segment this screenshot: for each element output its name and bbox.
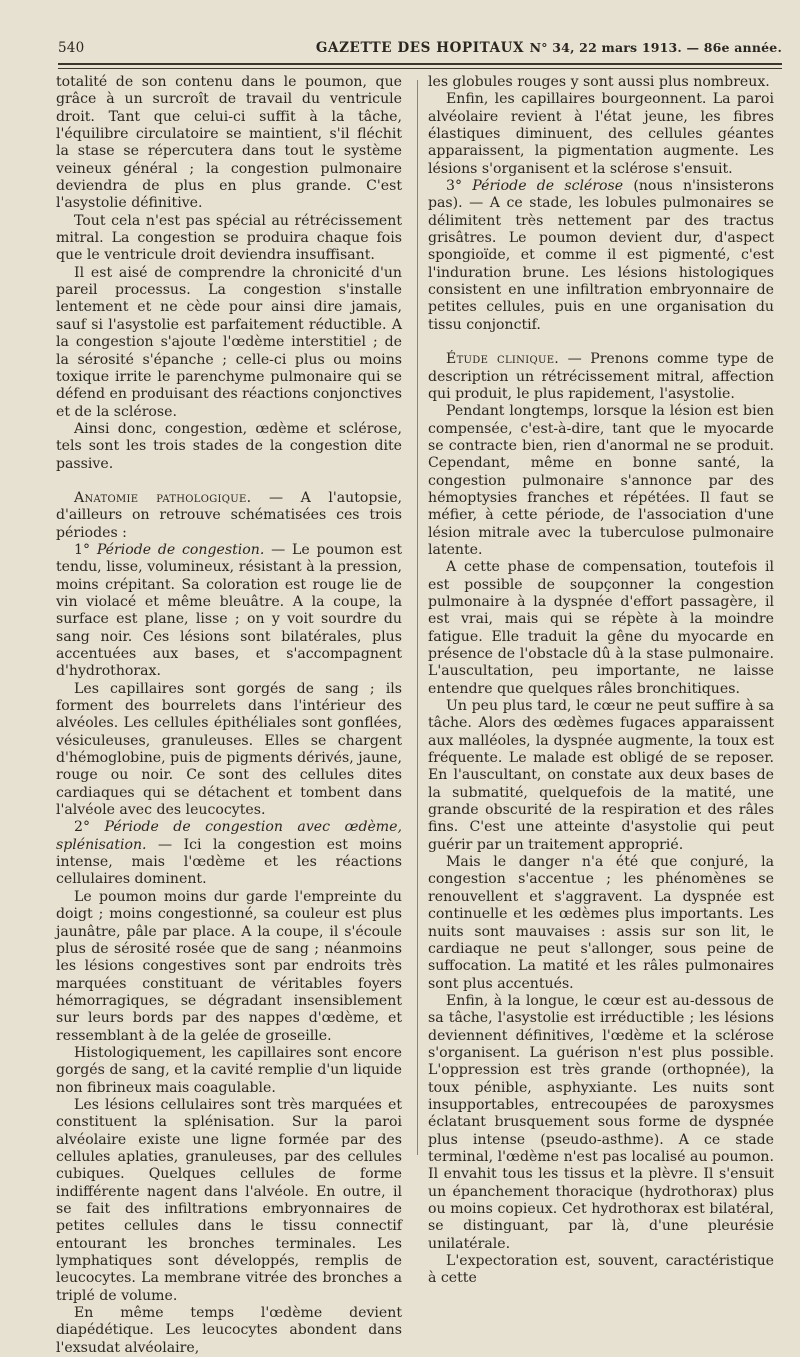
paragraph: Un peu plus tard, le cœur ne peut suffire à sa tâche. Alors des œdèmes fugaces apparaissent aux malléoles, la dyspnée augmente, la toux est fréquente. Le malade est obligé de se reposer. En l'auscultant, on constate aux deux bases de la submatité, quelquefois de la matité, une grande obscurité de la respiration et des râles fins. C'est une atteinte d'asystolie qui peut guérir par un traitement approprié.	[428, 698, 774, 853]
issue-info: N° 34, 22 mars 1913. — 86e année.	[529, 40, 782, 55]
period-2: 2° Période de congestion avec œdème, splénisation. — Ici la congestion est moins intense, mais l'œdème et les réactions cellulaires dominent.	[56, 819, 402, 888]
paragraph: Tout cela n'est pas spécial au rétrécissement mitral. La congestion se produira chaque fois que le ventricule droit deviendra insuffisant.	[56, 212, 402, 264]
paragraph: Enfin, à la longue, le cœur est au-dessous de sa tâche, l'asystolie est irréductible ; les lésions deviennent définitives, l'œdème et la sclérose s'organisent. La guérison n'est plus possible. L'oppression est très grande (orthopnée), la toux pénible, asphyxiante. Les nuits sont insupportables, entrecoupées de paroxysmes éclatant brusquement sous forme de dyspnée plus intense (pseudo-asthme). A ce stade terminal, l'œdème n'est pas localisé au poumon. Il envahit tous les tissus et la plèvre. Il s'ensuit un épanchement thoracique (hydrothorax) plus ou moins copieux. Cet hydrothorax est bilatéral, se distinguant, par là, d'une pleurésie unilatérale.	[428, 992, 774, 1252]
section-etude-clinique: Étude clinique. — Prenons comme type de description un rétrécissement mitral, affection qui produit, le plus rapidement, l'asystolie.	[428, 351, 774, 402]
period-heading: Période de congestion.	[96, 541, 265, 558]
paragraph: L'expectoration est, souvent, caractéristique à cette	[428, 1253, 774, 1287]
paragraph: Le poumon moins dur garde l'empreinte du doigt ; moins congestionné, sa couleur est plus jaunâtre, pâle par place. A la coupe, il s'écoule plus de sérosité rosée que de sang ; néanmoins les lésions congestives sont par endroits très marquées constituant de véritables foyers hémorragiques, se dégradant insensiblement sur leurs bords par des nappes d'œdème, et ressemblant à de la gelée de groseille.	[56, 888, 402, 1044]
paragraph: Ainsi donc, congestion, œdème et sclérose, tels sont les trois stades de la congestion dite passive.	[56, 420, 402, 472]
right-column	[428, 74, 774, 1288]
paragraph: totalité de son contenu dans le poumon, que grâce à un surcroît de travail du ventricule droit. Tant que celui-ci suffit à la tâche, l'équilibre circulatoire se maintient, s'il fléchit la stase se répercutera dans tout le système veineux général ; la congestion pulmonaire deviendra de plus en plus grande. C'est l'asystolie définitive.	[56, 74, 402, 212]
journal-title: GAZETTE DES HOPITAUX	[315, 40, 525, 56]
paragraph: Il est aisé de comprendre la chronicité d'un pareil processus. La congestion s'installe lentement et ne cède pour ainsi dire jamais, sauf si l'asystolie est parfaitement réductible. A la congestion s'ajoute l'œdème interstitiel ; de la sérosité s'épanche ; celle-ci plus ou moins toxique irrite le parenchyme pulmonaire qui se défend en produisant des réactions conjonctives et de la sclérose.	[56, 264, 402, 420]
paragraph: A cette phase de compensation, toutefois il est possible de soupçonner la congestion pulmonaire à la dyspnée d'effort passagère, il est vrai, mais qui se répète à la moindre fatigue. Elle traduit la gêne du myocarde en présence de l'obstacle dû à la stase pulmonaire. L'auscultation, peu importante, ne laisse entendre que quelques râles bronchitiques.	[428, 559, 774, 697]
page-header	[58, 36, 782, 58]
period-1: 1° Période de congestion. — Le poumon est tendu, lisse, volumineux, résistant à la pression, moins crépitant. Sa coloration est rouge lie de vin violacé et même bleuâtre. A la coupe, la surface est plane, lisse ; on y voit sourdre du sang noir. Ces lésions sont bilatérales, plus accentuées aux bases, et s'accompagnent d'hydrothorax.	[56, 541, 403, 680]
header-rule-thin	[58, 68, 782, 69]
paragraph: En même temps l'œdème devient diapédétique. Les leucocytes abondent dans l'exsudat alvéolaire,	[56, 1305, 402, 1356]
column-divider	[417, 80, 418, 1155]
header-rule-thick	[58, 63, 782, 65]
period-heading: Période de sclérose	[472, 178, 624, 195]
paragraph: Les capillaires sont gorgés de sang ; ils forment des bourrelets dans l'intérieur des alvéoles. Les cellules épithéliales sont gonflées, vésiculeuses, granuleuses. Elles se chargent d'hémoglobine, puis de pigments dérivés, jaune, rouge ou noir. Ce sont des cellules dites cardiaques qui se détachent et tombent dans l'alvéole avec des leucocytes.	[56, 680, 402, 819]
paragraph: les globules rouges y sont aussi plus nombreux.	[428, 74, 770, 90]
left-column	[56, 74, 402, 1357]
section-heading: Anatomie pathologique.	[74, 489, 252, 506]
section-heading: Étude clinique.	[446, 351, 560, 368]
page-number: 540	[58, 40, 85, 56]
period-heading: Période de congestion avec œdème, splénisation.	[56, 819, 402, 853]
paragraph: Histologiquement, les capillaires sont encore gorgés de sang, et la cavité remplie d'un liquide non fibrineux mais coagulable.	[56, 1044, 402, 1096]
paragraph: Enfin, les capillaires bourgeonnent. La paroi alvéolaire revient à l'état jeune, les fibres élastiques diminuent, des cellules géantes apparaissent, la pigmentation augmente. Les lésions s'organisent et la sclérose s'ensuit.	[428, 91, 774, 177]
section-anatomie: Anatomie pathologique. — A l'autopsie, d'ailleurs on retrouve schématisées ces trois périodes :	[56, 489, 402, 541]
paragraph: Mais le danger n'a été que conjuré, la congestion s'accentue ; les phénomènes se renouvellent et s'aggravent. La dyspnée est continuelle et les œdèmes plus importants. Les nuits sont mauvaises : assis sur son lit, le cardiaque ne peut s'allonger, sous peine de suffocation. La matité et les râles pulmonaires sont plus accentués.	[428, 854, 774, 992]
paragraph: Les lésions cellulaires sont très marquées et constituent la splénisation. Sur la paroi alvéolaire existe une ligne formée par des cellules aplaties, granuleuses, par des cellules cubiques. Quelques cellules de forme indifférente nagent dans l'alvéole. En outre, il se fait des infiltrations embryonnaires de petites cellules dans le tissu connectif entourant les bronches terminales. Les lymphatiques sont développés, remplis de leucocytes. La membrane vitrée des bronches a triplé de volume.	[56, 1096, 402, 1304]
paragraph: Pendant longtemps, lorsque la lésion est bien compensée, c'est-à-dire, tant que le myocarde se contracte bien, rien d'anormal ne se produit. Cependant, même en bonne santé, la congestion pulmonaire s'annonce par des hémoptysies franches et répétées. Il faut se méfier, à cette période, de l'association d'une lésion mitrale avec la tuberculose pulmonaire latente.	[428, 403, 774, 558]
period-3: 3° Période de sclérose (nous n'insisterons pas). — A ce stade, les lobules pulmonaires se délimitent très nettement par des tractus grisâtres. Le poumon devient dur, d'aspect spongioïde, et comme il est pigmenté, c'est l'induration brune. Les lésions histologiques consistent en une infiltration embryonnaire de petites cellules, puis en une organisation du tissu conjonctif.	[428, 178, 774, 333]
